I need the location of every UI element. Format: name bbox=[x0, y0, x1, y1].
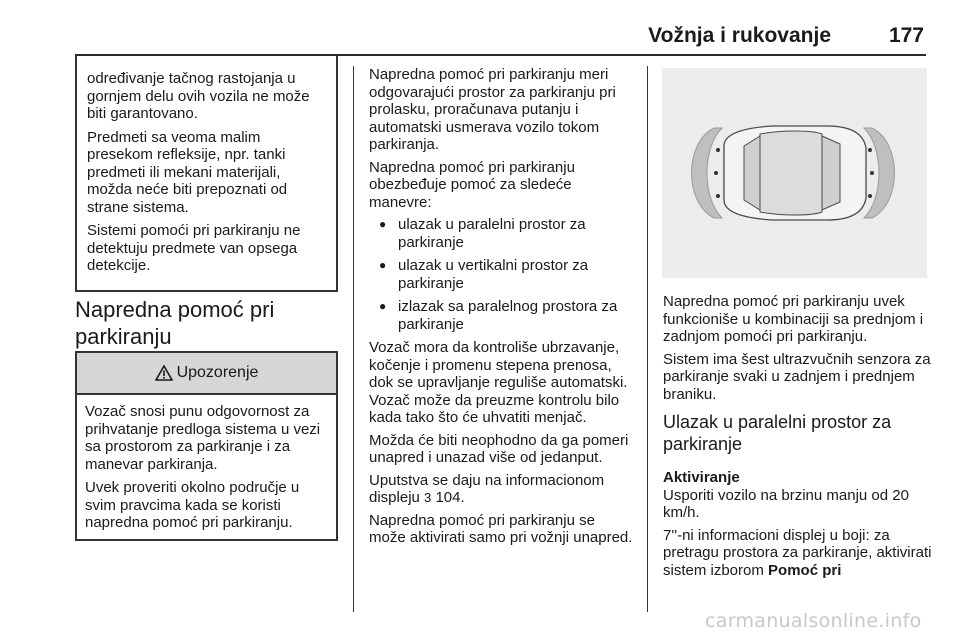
running-title: Vožnja i rukovanje bbox=[648, 24, 831, 47]
warning-triangle-icon bbox=[155, 365, 173, 381]
paragraph: Možda će biti neophodno da ga pomeri unapred i unazad više od jedanput. bbox=[369, 431, 629, 466]
warning-box bbox=[75, 351, 338, 541]
maneuver-list bbox=[369, 216, 634, 333]
list-item: ● izlazak sa paralelnog prostora za parkiranje bbox=[369, 298, 634, 333]
paragraph bbox=[663, 527, 933, 580]
paragraph: Napredna pomoć pri parkiranju obezbeđuje pomoć za sledeće manevre: bbox=[369, 158, 575, 211]
paragraph: Napredna pomoć pri parkiranju meri odgovarajući prostor za parkiranju pri prolasku, proračunava putanju i automatski usmerava vozilo tokom parkiranja. bbox=[369, 66, 616, 153]
paragraph: Sistem ima šest ultrazvučnih senzora za parkiranje svaki u zadnjem i prednjem braniku. bbox=[663, 350, 931, 403]
paragraph: Vozač mora da kontroliše ubrzavanje, kočenje i promenu stepena prenosa, dok se upravljanje reguliše automatski. Vozač može da preuzme kontrolu bilo kada tako što će uhvatiti menjač. bbox=[369, 339, 628, 426]
page-reference[interactable]: 104. bbox=[431, 489, 465, 506]
menu-item-name: Pomoć pri bbox=[768, 561, 842, 579]
arrow-ref-icon: 3 bbox=[424, 490, 432, 505]
section-heading: Napredna pomoć pri parkiranju bbox=[75, 297, 275, 349]
paragraph-text: 7''-ni informacioni displej u boji: za pretragu prostora za parkiranje, aktivirati sistem izborom bbox=[663, 526, 932, 579]
paragraph: Napredna pomoć pri parkiranju se može aktivirati samo pri vožnji unapred. bbox=[369, 511, 633, 546]
column-left bbox=[75, 56, 338, 292]
activation-heading: Aktiviranje bbox=[663, 469, 740, 486]
car-top-view-icon bbox=[662, 68, 927, 278]
column-divider bbox=[647, 66, 648, 612]
paragraph-text: Uputstva se daju na informacionom displeju bbox=[369, 471, 605, 506]
warning-body bbox=[77, 395, 336, 532]
column-divider bbox=[353, 66, 354, 612]
watermark: carmanualsonline.info bbox=[705, 610, 922, 632]
car-sensor-illustration bbox=[662, 68, 927, 278]
paragraph-with-reference bbox=[369, 472, 634, 507]
continued-note-box bbox=[75, 56, 338, 292]
page-header bbox=[75, 24, 926, 52]
note-paragraph: Predmeti sa veoma malim presekom refleksije, npr. tanki predmeti ili mekani materijali, možda neće biti prepoznati od strane sistema. bbox=[87, 128, 288, 216]
warning-paragraph: Vozač snosi punu odgovornost za prihvatanje predloga sistema u vezi sa prostorom za parkiranje i za manevar parkiranja. bbox=[85, 403, 321, 473]
note-paragraph: Sistemi pomoći pri parkiranju ne detektuju predmete van opsega detekcije. bbox=[87, 222, 301, 274]
column-middle bbox=[369, 66, 634, 552]
warning-paragraph: Uvek proveriti okolno područje u svim pravcima kada se koristi napredna pomoć pri parkiranju. bbox=[85, 479, 300, 531]
paragraph: Napredna pomoć pri parkiranju uvek funkcioniše u kombinaciji sa prednjom i zadnjom pomoći pri parkiranju. bbox=[663, 293, 924, 345]
page-number: 177 bbox=[888, 24, 924, 47]
list-item: ● ulazak u vertikalni prostor za parkiranje bbox=[369, 257, 634, 292]
subsection-heading: Ulazak u paralelni prostor za parkiranje bbox=[663, 412, 892, 454]
note-paragraph: određivanje tačnog rastojanja u gornjem delu ovih vozila ne može biti garantovano. bbox=[87, 70, 310, 122]
column-right bbox=[663, 293, 933, 584]
paragraph: Usporiti vozilo na brzinu manju od 20 km/h. bbox=[663, 486, 909, 521]
list-item: ● ulazak u paralelni prostor za parkiranje bbox=[369, 216, 634, 251]
warning-title: Upozorenje bbox=[176, 364, 259, 381]
warning-header bbox=[77, 353, 336, 395]
